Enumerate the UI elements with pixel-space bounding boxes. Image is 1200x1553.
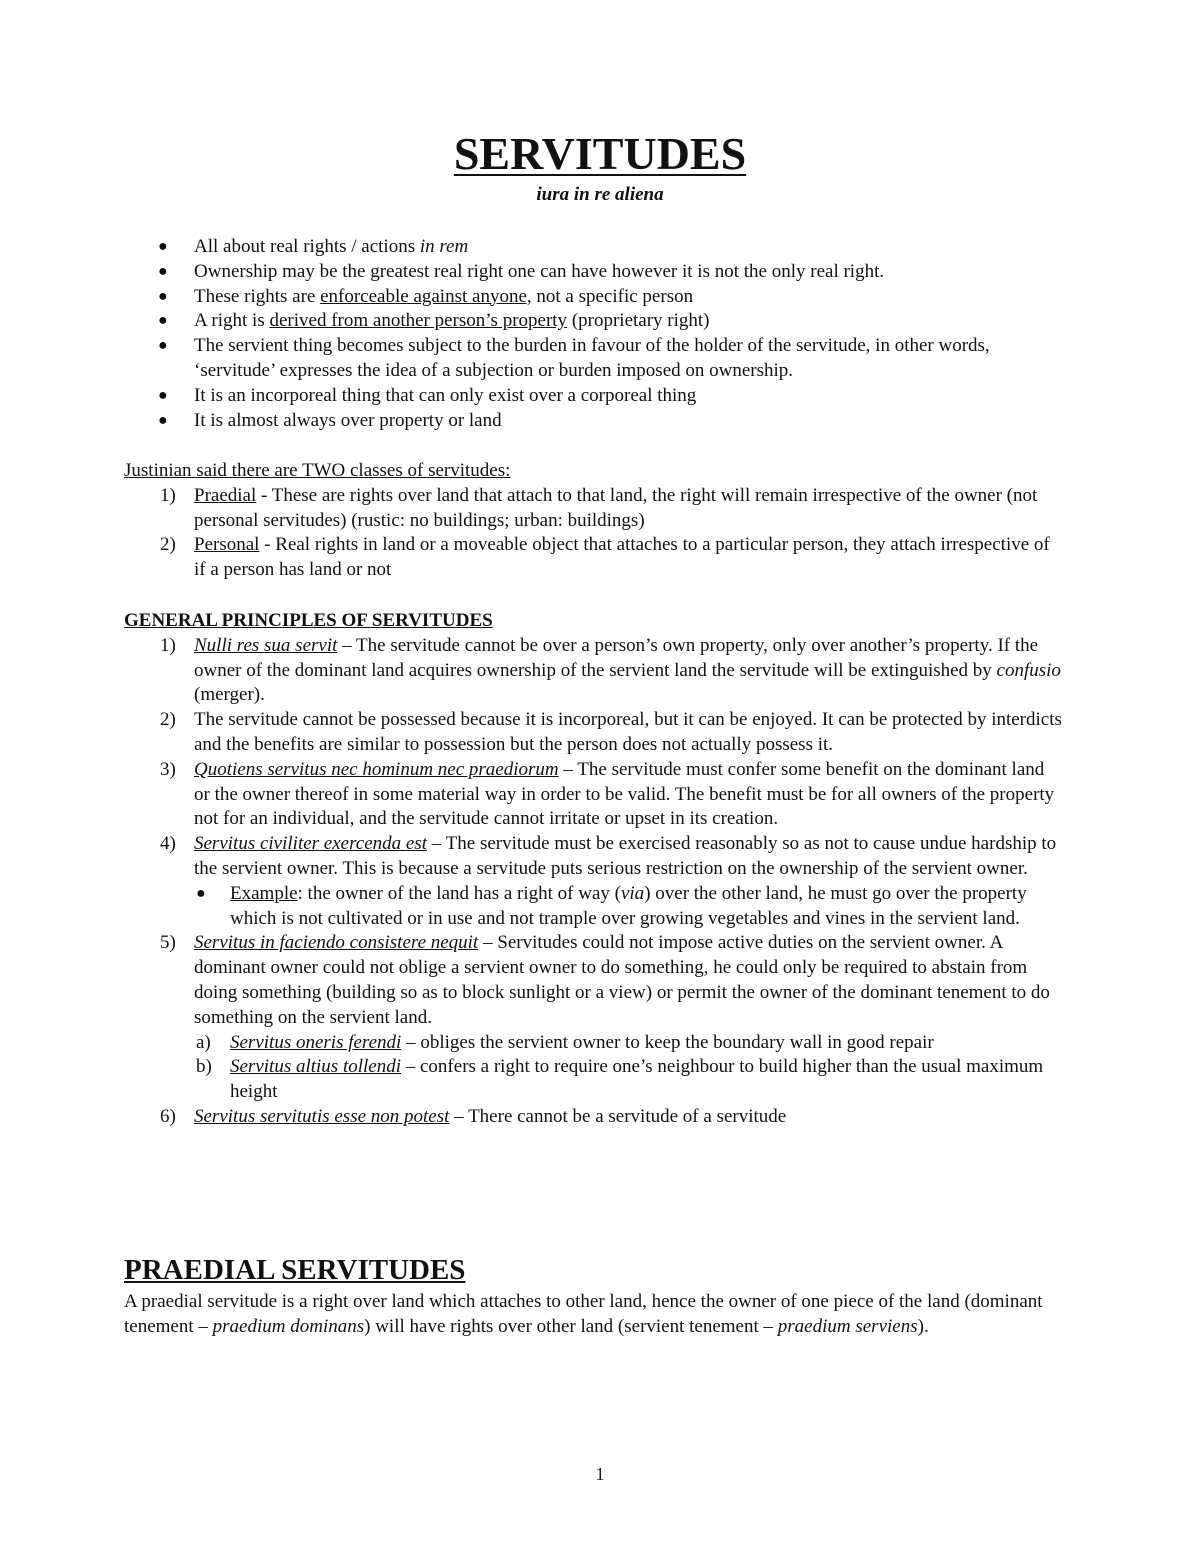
list-item-text: Ownership may be the greatest real right one can have however it is not the only real right.	[194, 260, 885, 282]
page-number: 1	[595, 1464, 605, 1484]
list-item	[124, 235, 1064, 260]
list-number: 5)	[160, 932, 176, 954]
paragraph-text: ) will have rights over other land (servient tenement –	[364, 1315, 778, 1337]
list-number: 2)	[160, 709, 176, 731]
list-item-text: - Real rights in land or a moveable object that attaches to a particular person, they attach irrespective of if a person has land or not	[194, 534, 1050, 581]
list-item-text: not a specific person	[531, 285, 694, 307]
list-item	[124, 758, 1064, 832]
list-item-text: It is an incorporeal thing that can only exist over a corporeal thing	[194, 384, 697, 406]
class-term: Praedial	[194, 484, 257, 506]
praedial-heading: PRAEDIAL SERVITUDES	[124, 1254, 466, 1286]
list-item	[124, 285, 1064, 310]
latin-term: in rem	[419, 236, 469, 257]
list-letter: a)	[196, 1031, 211, 1053]
list-number: 1)	[160, 484, 176, 506]
list-item-text: : the owner of the land has a right of way (	[297, 882, 621, 904]
list-item	[124, 533, 1064, 583]
list-item-text: A right is	[194, 310, 270, 332]
list-item	[124, 484, 1064, 534]
latin-term: Quotiens servitus nec hominum nec praediorum	[194, 758, 559, 780]
example-label: Example	[230, 882, 298, 904]
bullet-icon: ●	[158, 287, 168, 305]
intro-bullet-list	[124, 235, 1064, 433]
classes-section	[124, 459, 1064, 583]
bullet-icon: ●	[158, 411, 168, 429]
list-number: 3)	[160, 758, 176, 780]
underlined-phrase: derived from another person’s property	[269, 310, 568, 332]
list-item-text: – obliges the servient owner to keep the boundary wall in good repair	[401, 1031, 934, 1053]
list-item-text: It is almost always over property or land	[194, 409, 502, 431]
latin-term: praedium dominans	[212, 1315, 365, 1337]
latin-term: Servitus civiliter exercenda est	[194, 833, 428, 855]
list-item-text: – confers a right to require one’s neighbour to build higher than the usual maximum height	[230, 1056, 1044, 1103]
list-item-text: The servient thing becomes subject to the burden in favour of the holder of the servitude, in other words, ‘servitude’ expresses the idea of a subjection or burden imposed on ownership.	[194, 335, 990, 381]
sub-list-item	[124, 1031, 1064, 1056]
page-title: SERVITUDES	[453, 128, 747, 179]
list-item-text: The servitude cannot be possessed because it is incorporeal, but it can be enjoyed. It can be protected by interdicts and the benefits are similar to possession but the person does not actually possess it.	[194, 709, 1062, 755]
list-item-text: - These are rights over land that attach to that land, the right will remain irrespective of the owner (not personal servitudes) (rustic: no buildings; urban: buildings)	[194, 484, 1038, 531]
list-item	[124, 384, 1064, 409]
bullet-icon: ●	[196, 884, 206, 902]
praedial-paragraph	[124, 1290, 1064, 1340]
list-item	[124, 409, 1064, 434]
list-item-text: – There cannot be a servitude of a servitude	[449, 1105, 787, 1127]
list-number: 6)	[160, 1105, 176, 1127]
latin-term: via	[620, 882, 645, 904]
latin-term: Servitus in faciendo consistere nequit	[194, 932, 479, 954]
list-letter: b)	[196, 1056, 212, 1078]
list-item-text: (proprietary right)	[567, 310, 710, 332]
list-number: 2)	[160, 534, 176, 556]
list-item-text: (merger).	[194, 684, 265, 706]
list-item	[124, 708, 1064, 758]
list-item	[124, 832, 1064, 882]
bullet-icon: ●	[158, 262, 168, 280]
class-term: Personal	[194, 534, 260, 556]
latin-term: Nulli res sua servit	[194, 634, 338, 656]
latin-term: praedium serviens	[777, 1315, 918, 1337]
list-item	[124, 334, 1064, 384]
list-number: 1)	[160, 634, 176, 656]
paragraph-text: A praedial servitude is a right over land which attaches to other land, hence the owner of one piece of the land (dominant tenement –	[124, 1291, 1043, 1337]
list-item	[124, 634, 1064, 708]
list-item	[124, 931, 1064, 1030]
latin-term: confusio	[996, 659, 1061, 681]
bullet-icon: ●	[158, 312, 168, 330]
sub-list-item	[124, 1055, 1064, 1105]
latin-term: Servitus oneris ferendi	[230, 1031, 402, 1053]
list-number: 4)	[160, 833, 176, 855]
list-item	[124, 309, 1064, 334]
page-subtitle: iura in re aliena	[536, 184, 664, 205]
paragraph-text: ).	[917, 1315, 929, 1337]
sub-list-item	[124, 882, 1064, 932]
section-heading: GENERAL PRINCIPLES OF SERVITUDES	[124, 610, 493, 631]
list-item-text: – The servitude cannot be over a person’s own property, only over another’s property. If the owner of the dominant land acquires ownership of the servient land the servitude will be extinguished by	[194, 634, 1039, 681]
list-item-text: – The servitude must confer some benefit on the dominant land or the owner thereof in some material way in order to be valid. The benefit must be for all owners of the property not for an individual, and the servitude cannot irritate or upset in its creation.	[194, 758, 1055, 830]
bullet-icon: ●	[158, 386, 168, 404]
list-item-text: – Servitudes could not impose active duties on the servient owner. A dominant owner could not oblige a servient owner to do something, he could only be required to abstain from doing something (building so as to block sunlight or a view) or permit the owner of the dominant tenement to do something on the servient land.	[194, 932, 1050, 1028]
list-item	[124, 1105, 1064, 1130]
latin-term: Servitus servitutis esse non potest	[194, 1105, 450, 1127]
latin-term: Servitus altius tollendi	[230, 1056, 401, 1078]
list-item-text: – The servitude must be exercised reasonably so as not to cause undue hardship to the servient owner. This is because a servitude puts serious restriction on the ownership of the servient owner.	[194, 833, 1057, 879]
list-item-text: All about real rights / actions	[194, 236, 420, 257]
classes-lead: Justinian said there are TWO classes of servitudes:	[124, 460, 511, 481]
bullet-icon: ●	[158, 238, 168, 255]
bullet-icon: ●	[158, 337, 168, 355]
list-item	[124, 260, 1064, 285]
list-item-text: ) over the other land, he must go over the property which is not cultivated or in use and not trample over growing vegetables and vines in the servient land.	[230, 882, 1027, 929]
underlined-phrase: enforceable against anyone,	[320, 285, 532, 307]
list-item-text: These rights are	[194, 285, 321, 307]
principles-section	[124, 609, 1064, 1130]
